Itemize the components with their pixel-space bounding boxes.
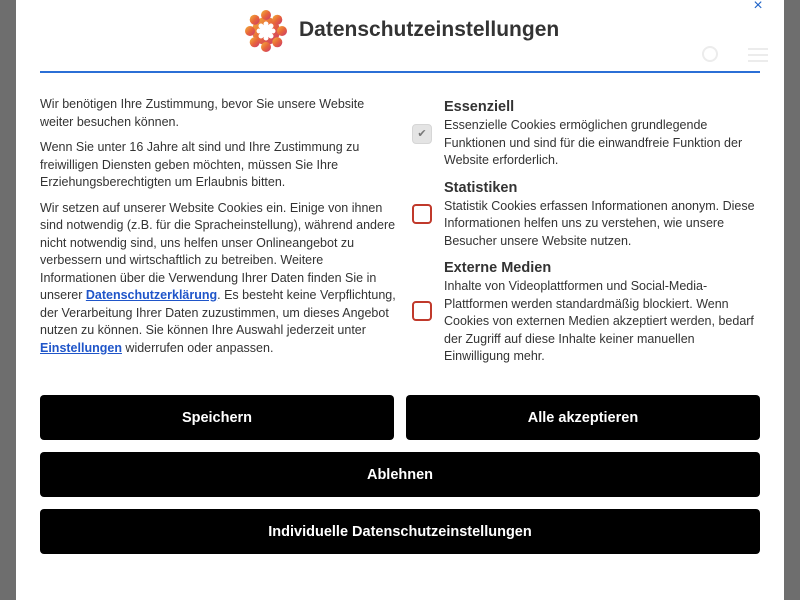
- close-icon[interactable]: ×: [753, 0, 763, 14]
- intro-text-part-3: widerrufen oder anpassen.: [121, 340, 274, 355]
- category-statistics-title: Statistiken: [444, 179, 518, 196]
- privacy-policy-link[interactable]: Datenschutzerklärung: [85, 288, 218, 302]
- external-media-checkbox[interactable]: [412, 301, 432, 321]
- category-essential-description: Essenzielle Cookies ermöglichen grundlegende Funktionen und sind für die einwandfreie Funktion der Website erforderlich.: [444, 118, 743, 167]
- reject-button[interactable]: Ablehnen: [40, 452, 760, 497]
- category-external-media: [412, 259, 760, 366]
- category-essential-title: Essenziell: [444, 99, 515, 115]
- individual-settings-button[interactable]: Individuelle Datenschutzeinstellungen: [40, 509, 760, 554]
- intro-text-part-2: . Es besteht keine Verpflichtung, der Verarbeitung Ihrer Daten zuzustimmen, um dieses Angebot nutzen zu können. Sie können Ihre Auswahl jederzeit unter: [40, 288, 396, 337]
- cookie-consent-dialog: [16, 0, 784, 600]
- statistics-checkbox[interactable]: [412, 204, 432, 224]
- dialog-header: [40, 0, 760, 73]
- save-button[interactable]: Speichern: [40, 395, 394, 440]
- essential-checkbox[interactable]: ✔: [412, 124, 432, 144]
- category-essential: [412, 98, 760, 170]
- accept-all-button[interactable]: Alle akzeptieren: [406, 395, 760, 440]
- category-external-media-title: Externe Medien: [444, 260, 552, 276]
- intro-paragraph-age: Wenn Sie unter 16 Jahre alt sind und Ihre Zustimmung zu freiwilligen Diensten geben möchten, müssen Sie Ihre Erziehungsberechtigten um Erlaubnis bitten.: [40, 140, 360, 189]
- brand-logo-icon: [245, 10, 287, 52]
- category-external-media-description: Inhalte von Videoplattformen und Social-Media-Plattformen werden standardmäßig blockiert. Wenn Cookies von externen Medien akzeptiert werden, bedarf der Zugriff auf diese Inhalte keiner manuellen Einwilligung mehr.: [444, 279, 754, 363]
- intro-paragraph-cookies: [40, 200, 396, 358]
- dialog-title: Datenschutzeinstellungen: [299, 18, 560, 41]
- intro-paragraph-consent: Wir benötigen Ihre Zustimmung, bevor Sie unsere Website weiter besuchen können.: [40, 97, 365, 129]
- category-statistics-description: Statistik Cookies erfassen Informationen anonym. Diese Informationen helfen uns zu verstehen, wie unsere Besucher unsere Website nutzen.: [444, 198, 755, 248]
- intro-text: [40, 96, 396, 365]
- intro-text-part-1: Wir setzen auf unserer Website Cookies ein. Einige von ihnen sind notwendig (z.B. für die Spracheinstellung), während andere nicht notwendig sind, uns helfen unser Onlineangebot zu verbessern und wirtschaftlich zu betreiben. Weitere Informationen über die Verwendung Ihrer Daten finden Sie in unserer: [40, 200, 396, 302]
- cookie-categories: [412, 98, 760, 375]
- settings-link[interactable]: Einstellungen: [40, 340, 122, 355]
- category-statistics: [412, 179, 760, 251]
